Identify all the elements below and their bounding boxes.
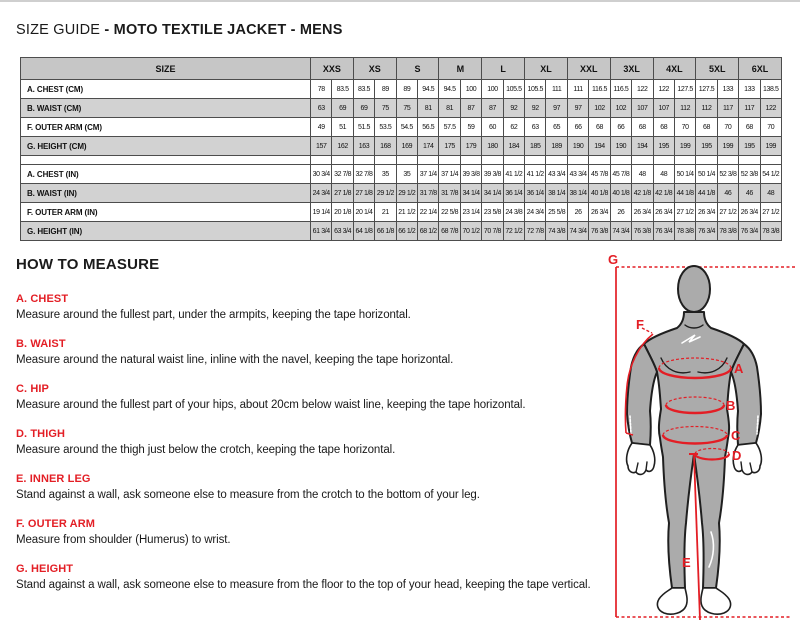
page-title-prefix: SIZE GUIDE <box>16 22 105 38</box>
table-spacer-cell <box>739 156 760 165</box>
table-cell: 48 <box>632 165 653 184</box>
measure-item-label: F. OUTER ARM <box>16 518 96 530</box>
table-cell: 64 1/8 <box>353 222 374 241</box>
table-cell: 29 1/2 <box>375 184 396 203</box>
page-title <box>16 22 343 38</box>
table-spacer-cell <box>760 156 781 165</box>
table-cell: 72 1/2 <box>503 222 524 241</box>
table-cell: 26 <box>567 203 588 222</box>
table-spacer-cell <box>482 156 503 165</box>
table-row-label: G. HEIGHT (CM) <box>21 137 311 156</box>
table-cell: 46 <box>717 184 738 203</box>
table-cell: 62 <box>503 118 524 137</box>
table-cell: 94.5 <box>418 80 439 99</box>
table-cell: 92 <box>503 99 524 118</box>
table-cell: 116.5 <box>589 80 610 99</box>
table-corner-header: SIZE <box>21 58 311 80</box>
figure-label-f: F <box>636 317 644 332</box>
figure-label-a: A <box>734 361 744 376</box>
table-cell: 21 1/2 <box>396 203 417 222</box>
table-cell: 52 3/8 <box>739 165 760 184</box>
table-cell: 195 <box>739 137 760 156</box>
measure-item-label: E. INNER LEG <box>16 473 91 485</box>
table-row <box>21 222 782 241</box>
table-cell: 76 3/8 <box>632 222 653 241</box>
table-spacer-cell <box>653 156 674 165</box>
table-cell: 22 5/8 <box>439 203 460 222</box>
table-cell: 66 <box>610 118 631 137</box>
table-cell: 107 <box>653 99 674 118</box>
table-cell: 26 3/4 <box>653 203 674 222</box>
table-cell: 45 7/8 <box>610 165 631 184</box>
table-spacer-cell <box>353 156 374 165</box>
table-cell: 100 <box>460 80 481 99</box>
table-cell: 83.5 <box>353 80 374 99</box>
table-cell: 74 3/4 <box>610 222 631 241</box>
table-cell: 40 1/8 <box>610 184 631 203</box>
table-cell: 76 3/4 <box>696 222 717 241</box>
table-cell: 40 1/8 <box>589 184 610 203</box>
table-cell: 92 <box>525 99 546 118</box>
table-cell: 26 <box>610 203 631 222</box>
table-cell: 78 3/8 <box>760 222 781 241</box>
figure-label-c: C <box>731 428 741 443</box>
table-spacer-cell <box>674 156 695 165</box>
table-size-header: L <box>482 58 525 80</box>
table-cell: 61 3/4 <box>311 222 332 241</box>
table-cell: 97 <box>567 99 588 118</box>
table-cell: 81 <box>418 99 439 118</box>
measure-item <box>16 473 636 501</box>
table-cell: 72 7/8 <box>525 222 546 241</box>
table-cell: 54.5 <box>396 118 417 137</box>
measure-item-text: Measure from shoulder (Humerus) to wrist. <box>16 534 231 546</box>
table-size-header: XL <box>525 58 568 80</box>
table-row <box>21 80 782 99</box>
table-cell: 111 <box>546 80 567 99</box>
table-cell: 111 <box>567 80 588 99</box>
table-cell: 31 7/8 <box>439 184 460 203</box>
table-cell: 195 <box>653 137 674 156</box>
table-cell: 163 <box>353 137 374 156</box>
table-cell: 45 7/8 <box>589 165 610 184</box>
table-size-header: 6XL <box>739 58 782 80</box>
table-cell: 27 1/8 <box>353 184 374 203</box>
table-cell: 23 5/8 <box>482 203 503 222</box>
table-cell: 179 <box>460 137 481 156</box>
table-row-label: B. WAIST (CM) <box>21 99 311 118</box>
table-cell: 157 <box>311 137 332 156</box>
table-cell: 81 <box>439 99 460 118</box>
table-cell: 89 <box>375 80 396 99</box>
table-cell: 22 1/4 <box>418 203 439 222</box>
table-spacer-cell <box>396 156 417 165</box>
table-cell: 76 3/4 <box>653 222 674 241</box>
table-cell: 57.5 <box>439 118 460 137</box>
table-cell: 25 5/8 <box>546 203 567 222</box>
table-cell: 74 3/4 <box>567 222 588 241</box>
table-spacer-row <box>21 156 782 165</box>
table-cell: 102 <box>589 99 610 118</box>
table-row-label: A. CHEST (CM) <box>21 80 311 99</box>
table-cell: 20 1/4 <box>353 203 374 222</box>
table-cell: 112 <box>696 99 717 118</box>
table-cell: 117 <box>717 99 738 118</box>
table-cell: 23 1/4 <box>460 203 481 222</box>
table-cell: 34 1/4 <box>460 184 481 203</box>
table-size-header: XXS <box>311 58 354 80</box>
table-cell: 56.5 <box>418 118 439 137</box>
table-size-header: S <box>396 58 439 80</box>
table-cell: 89 <box>396 80 417 99</box>
table-row <box>21 118 782 137</box>
table-spacer-cell <box>525 156 546 165</box>
table-cell: 107 <box>632 99 653 118</box>
table-cell: 78 <box>311 80 332 99</box>
table-cell: 76 3/8 <box>589 222 610 241</box>
table-cell: 24 3/8 <box>503 203 524 222</box>
table-cell: 50 1/4 <box>696 165 717 184</box>
table-cell: 133 <box>717 80 738 99</box>
table-cell: 60 <box>482 118 503 137</box>
table-cell: 66 1/8 <box>375 222 396 241</box>
measure-item-text: Measure around the natural waist line, inline with the navel, keeping the tape horizontal. <box>16 354 454 366</box>
table-cell: 50 1/4 <box>674 165 695 184</box>
table-row-label: A. CHEST (IN) <box>21 165 311 184</box>
table-cell: 100 <box>482 80 503 99</box>
table-cell: 168 <box>375 137 396 156</box>
table-size-header: M <box>439 58 482 80</box>
table-cell: 63 3/4 <box>332 222 353 241</box>
table-cell: 185 <box>525 137 546 156</box>
measurement-figure <box>600 240 800 642</box>
table-cell: 49 <box>311 118 332 137</box>
table-cell: 27 1/2 <box>717 203 738 222</box>
table-size-header: 3XL <box>610 58 653 80</box>
measure-item <box>16 293 636 321</box>
measure-item <box>16 338 636 366</box>
table-cell: 35 <box>375 165 396 184</box>
table-cell: 24 3/4 <box>525 203 546 222</box>
table-cell: 19 1/4 <box>311 203 332 222</box>
table-cell: 39 3/8 <box>460 165 481 184</box>
head-shape <box>678 266 710 312</box>
table-cell: 54 1/2 <box>760 165 781 184</box>
table-size-header: 4XL <box>653 58 696 80</box>
table-cell: 26 3/4 <box>739 203 760 222</box>
how-to-measure-heading: HOW TO MEASURE <box>16 256 160 273</box>
table-cell: 83.5 <box>332 80 353 99</box>
figure-label-d: D <box>732 448 742 463</box>
table-cell: 21 <box>375 203 396 222</box>
table-cell: 41 1/2 <box>525 165 546 184</box>
table-spacer-cell <box>311 156 332 165</box>
table-spacer-cell <box>439 156 460 165</box>
table-cell: 63 <box>311 99 332 118</box>
table-cell: 26 3/4 <box>589 203 610 222</box>
table-row <box>21 203 782 222</box>
table-cell: 36 1/4 <box>503 184 524 203</box>
table-cell: 52 3/8 <box>717 165 738 184</box>
table-cell: 42 1/8 <box>632 184 653 203</box>
table-cell: 184 <box>503 137 524 156</box>
table-cell: 78 3/8 <box>674 222 695 241</box>
right-boot <box>701 588 731 614</box>
table-cell: 199 <box>760 137 781 156</box>
table-cell: 105.5 <box>503 80 524 99</box>
how-to-measure-section <box>16 256 636 608</box>
table-cell: 180 <box>482 137 503 156</box>
table-cell: 37 1/4 <box>439 165 460 184</box>
measure-item-text: Stand against a wall, ask someone else to measure from the crotch to the bottom of your leg. <box>16 489 480 501</box>
table-cell: 59 <box>460 118 481 137</box>
table-cell: 36 1/4 <box>525 184 546 203</box>
table-cell: 102 <box>610 99 631 118</box>
table-spacer-cell <box>632 156 653 165</box>
table-cell: 195 <box>696 137 717 156</box>
size-table <box>20 57 782 241</box>
table-cell: 190 <box>567 137 588 156</box>
table-spacer-cell <box>589 156 610 165</box>
table-spacer-cell <box>460 156 481 165</box>
table-cell: 37 1/4 <box>418 165 439 184</box>
table-cell: 70 <box>760 118 781 137</box>
table-cell: 41 1/2 <box>503 165 524 184</box>
table-cell: 48 <box>760 184 781 203</box>
table-spacer-cell <box>375 156 396 165</box>
table-cell: 51 <box>332 118 353 137</box>
table-cell: 190 <box>610 137 631 156</box>
table-cell: 70 <box>717 118 738 137</box>
left-boot <box>657 588 687 614</box>
table-cell: 51.5 <box>353 118 374 137</box>
figure-label-b: B <box>726 398 736 413</box>
table-cell: 127.5 <box>696 80 717 99</box>
figure-label-e: E <box>682 555 691 570</box>
table-cell: 94.5 <box>439 80 460 99</box>
table-cell: 68 1/2 <box>418 222 439 241</box>
table-cell: 70 7/8 <box>482 222 503 241</box>
table-row <box>21 184 782 203</box>
table-cell: 66 1/2 <box>396 222 417 241</box>
measure-item-label: G. HEIGHT <box>16 563 74 575</box>
table-cell: 24 3/4 <box>311 184 332 203</box>
table-cell: 97 <box>546 99 567 118</box>
table-cell: 112 <box>674 99 695 118</box>
table-cell: 199 <box>674 137 695 156</box>
table-cell: 117 <box>739 99 760 118</box>
table-row-label: F. OUTER ARM (CM) <box>21 118 311 137</box>
table-cell: 27 1/2 <box>674 203 695 222</box>
measure-item-label: D. THIGH <box>16 428 66 440</box>
table-cell: 32 7/8 <box>332 165 353 184</box>
table-cell: 138.5 <box>760 80 781 99</box>
table-cell: 75 <box>396 99 417 118</box>
table-cell: 68 <box>589 118 610 137</box>
table-cell: 68 <box>739 118 760 137</box>
table-cell: 175 <box>439 137 460 156</box>
table-size-header: XS <box>353 58 396 80</box>
torso-legs-shape <box>644 312 744 588</box>
measure-item-label: C. HIP <box>16 383 49 395</box>
table-cell: 133 <box>739 80 760 99</box>
table-cell: 27 1/8 <box>332 184 353 203</box>
measure-item-text: Measure around the fullest part of your hips, about 20cm below waist line, keeping the tape horizontal. <box>16 399 526 411</box>
table-row-label: B. WAIST (IN) <box>21 184 311 203</box>
table-cell: 65 <box>546 118 567 137</box>
table-cell: 105.5 <box>525 80 546 99</box>
table-cell: 169 <box>396 137 417 156</box>
table-cell: 87 <box>460 99 481 118</box>
table-row <box>21 165 782 184</box>
size-table-wrapper <box>20 57 782 241</box>
table-cell: 194 <box>589 137 610 156</box>
measure-item-text: Stand against a wall, ask someone else to measure from the floor to the top of your head, keeping the tape vertical. <box>16 579 591 591</box>
table-row-label: F. OUTER ARM (IN) <box>21 203 311 222</box>
table-cell: 48 <box>653 165 674 184</box>
table-cell: 31 7/8 <box>418 184 439 203</box>
table-row <box>21 137 782 156</box>
table-cell: 122 <box>760 99 781 118</box>
measure-item-text: Measure around the fullest part, under the armpits, keeping the tape horizontal. <box>16 309 411 321</box>
measure-item-text: Measure around the thigh just below the crotch, keeping the tape horizontal. <box>16 444 396 456</box>
table-cell: 38 1/4 <box>567 184 588 203</box>
table-cell: 44 1/8 <box>696 184 717 203</box>
table-spacer-cell <box>567 156 588 165</box>
table-cell: 38 1/4 <box>546 184 567 203</box>
table-header-row <box>21 58 782 80</box>
table-cell: 74 3/8 <box>546 222 567 241</box>
table-cell: 69 <box>353 99 374 118</box>
table-cell: 42 1/8 <box>653 184 674 203</box>
table-spacer-cell <box>332 156 353 165</box>
table-cell: 32 7/8 <box>353 165 374 184</box>
table-spacer-cell <box>503 156 524 165</box>
left-hand-glove <box>627 443 655 474</box>
table-cell: 122 <box>653 80 674 99</box>
measure-list <box>16 293 636 591</box>
table-cell: 87 <box>482 99 503 118</box>
table-cell: 43 3/4 <box>546 165 567 184</box>
table-cell: 75 <box>375 99 396 118</box>
table-cell: 189 <box>546 137 567 156</box>
table-cell: 78 3/8 <box>717 222 738 241</box>
measure-item <box>16 428 636 456</box>
table-cell: 174 <box>418 137 439 156</box>
table-cell: 116.5 <box>610 80 631 99</box>
table-cell: 127.5 <box>674 80 695 99</box>
table-cell: 43 3/4 <box>567 165 588 184</box>
table-cell: 27 1/2 <box>760 203 781 222</box>
table-cell: 68 7/8 <box>439 222 460 241</box>
table-cell: 53.5 <box>375 118 396 137</box>
measure-item <box>16 563 636 591</box>
figure-label-g: G <box>608 252 619 267</box>
table-cell: 63 <box>525 118 546 137</box>
table-cell: 68 <box>696 118 717 137</box>
table-cell: 46 <box>739 184 760 203</box>
measure-item-label: B. WAIST <box>16 338 66 350</box>
table-size-header: 5XL <box>696 58 739 80</box>
measure-item <box>16 518 636 546</box>
table-cell: 76 3/4 <box>739 222 760 241</box>
table-cell: 68 <box>653 118 674 137</box>
table-cell: 199 <box>717 137 738 156</box>
table-cell: 35 <box>396 165 417 184</box>
table-cell: 20 1/8 <box>332 203 353 222</box>
table-spacer-cell <box>546 156 567 165</box>
table-cell: 68 <box>632 118 653 137</box>
table-cell: 26 3/4 <box>632 203 653 222</box>
table-cell: 34 1/4 <box>482 184 503 203</box>
table-cell: 70 <box>674 118 695 137</box>
table-cell: 29 1/2 <box>396 184 417 203</box>
table-cell: 122 <box>632 80 653 99</box>
table-spacer-cell <box>610 156 631 165</box>
table-row <box>21 99 782 118</box>
table-cell: 70 1/2 <box>460 222 481 241</box>
page-title-product: - MOTO TEXTILE JACKET - MENS <box>104 22 343 38</box>
table-cell: 44 1/8 <box>674 184 695 203</box>
table-cell: 30 3/4 <box>311 165 332 184</box>
table-spacer-cell <box>418 156 439 165</box>
table-cell: 26 3/4 <box>696 203 717 222</box>
table-row-label: G. HEIGHT (IN) <box>21 222 311 241</box>
table-spacer-cell <box>21 156 311 165</box>
table-cell: 194 <box>632 137 653 156</box>
top-divider <box>0 0 800 2</box>
table-spacer-cell <box>717 156 738 165</box>
table-cell: 66 <box>567 118 588 137</box>
table-cell: 162 <box>332 137 353 156</box>
table-cell: 69 <box>332 99 353 118</box>
table-spacer-cell <box>696 156 717 165</box>
table-cell: 39 3/8 <box>482 165 503 184</box>
table-size-header: XXL <box>567 58 610 80</box>
measure-item <box>16 383 636 411</box>
measure-item-label: A. CHEST <box>16 293 69 305</box>
